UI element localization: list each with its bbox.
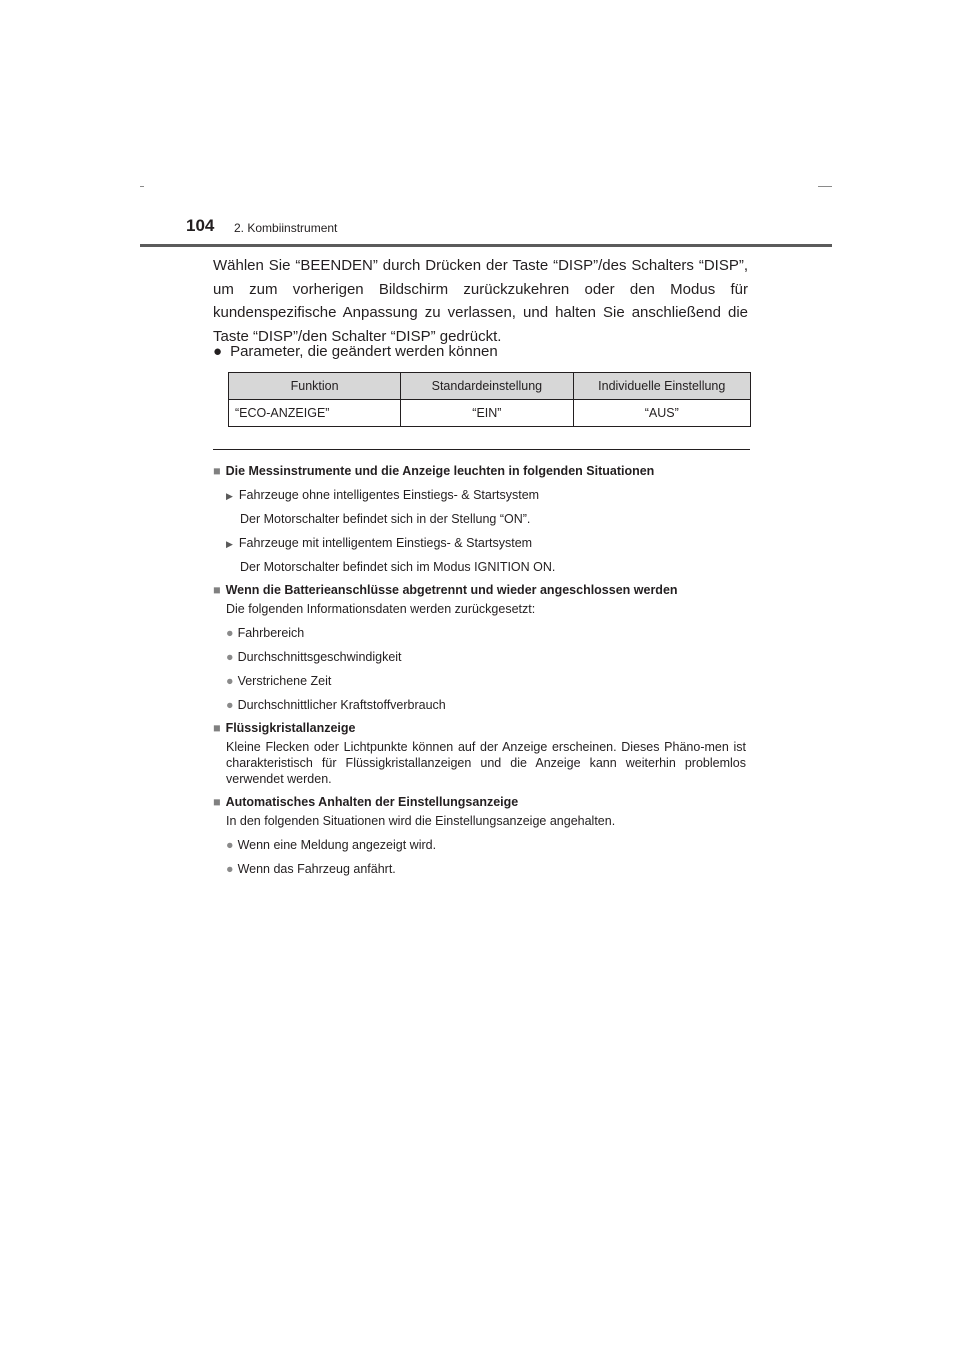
- crop-mark-right: [818, 186, 832, 187]
- list-item-text: Verstrichene Zeit: [237, 674, 332, 688]
- square-bullet-icon: ■: [213, 721, 221, 735]
- list-item-detail: Der Motorschalter befindet sich in der Stellung “ON”.: [240, 512, 531, 526]
- square-bullet-icon: ■: [213, 795, 221, 809]
- note-heading-text: Flüssigkristallanzeige: [225, 721, 356, 735]
- bullet-icon: ●: [213, 343, 223, 360]
- square-bullet-icon: ■: [213, 464, 221, 478]
- list-item: [226, 535, 746, 552]
- page-number: 104: [186, 216, 215, 235]
- list-item: [226, 673, 746, 689]
- list-item-text: Wenn das Fahrzeug anfährt.: [237, 862, 396, 876]
- bullet-icon: ●: [226, 698, 234, 712]
- note-heading-text: Wenn die Batterieanschlüsse abgetrennt und wieder angeschlossen werden: [225, 583, 678, 597]
- table-cell: “EIN”: [401, 400, 573, 427]
- bullet-icon: ●: [226, 862, 234, 876]
- table-header-row: [229, 373, 751, 400]
- settings-table: [228, 372, 751, 427]
- bullet-icon: ●: [226, 674, 234, 688]
- note-heading: [213, 463, 746, 479]
- list-item-text: Wenn eine Meldung angezeigt wird.: [237, 838, 437, 852]
- table-cell: “AUS”: [573, 400, 751, 427]
- intro-paragraph: Wählen Sie “BEENDEN” durch Drücken der Taste “DISP”/des Schalters “DISP”, um zum vorherigen Bildschirm zurückzukehren oder den Modus für kundenspezifische Anpassung zu verlassen, und halten Sie anschließend die Taste “DISP”/den Schalter “DISP” gedrückt.: [213, 257, 748, 345]
- list-item-text: Durchschnittlicher Kraftstoffverbrauch: [237, 698, 446, 712]
- list-item-text: Fahrzeuge mit intelligentem Einstiegs- & Startsystem: [238, 536, 533, 550]
- list-item: [226, 487, 746, 504]
- note-heading-text: Die Messinstrumente und die Anzeige leuchten in folgenden Situationen: [225, 464, 655, 478]
- note-paragraph: Die folgenden Informationsdaten werden zurückgesetzt:: [226, 602, 536, 616]
- bullet-icon: ●: [226, 650, 234, 664]
- notes-divider: [213, 449, 750, 450]
- notes-section: [213, 457, 746, 877]
- parameters-heading: [213, 342, 498, 362]
- list-item-text: Fahrzeuge ohne intelligentes Einstiegs- & Startsystem: [238, 488, 540, 502]
- note-heading: [213, 720, 746, 736]
- crop-mark-left: [140, 186, 144, 187]
- list-item: [226, 837, 746, 853]
- list-item: [226, 625, 746, 641]
- note-heading: [213, 582, 746, 598]
- list-item: [226, 697, 746, 713]
- arrow-right-icon: ▶: [226, 539, 233, 549]
- bullet-icon: ●: [226, 838, 234, 852]
- table-header-cell: Individuelle Einstellung: [573, 373, 751, 400]
- header-rule: [140, 244, 832, 247]
- table-header-cell: Funktion: [229, 373, 401, 400]
- note-paragraph: Kleine Flecken oder Lichtpunkte können auf der Anzeige erscheinen. Dieses Phäno-men ist charakteristisch für Flüssigkristallanzeigen und die Anzeige kann weiterhin problemlos verwendet werden.: [226, 740, 746, 786]
- table-row: [229, 400, 751, 427]
- note-heading: [213, 794, 746, 810]
- table-header-cell: Standardeinstellung: [401, 373, 573, 400]
- note-heading-text: Automatisches Anhalten der Einstellungsanzeige: [225, 795, 519, 809]
- note-paragraph: In den folgenden Situationen wird die Einstellungsanzeige angehalten.: [226, 814, 616, 828]
- parameters-heading-text: Parameter, die geändert werden können: [230, 343, 498, 360]
- list-item-text: Durchschnittsgeschwindigkeit: [237, 650, 402, 664]
- list-item-detail: Der Motorschalter befindet sich im Modus IGNITION ON.: [240, 560, 556, 574]
- arrow-right-icon: ▶: [226, 491, 233, 501]
- table-cell: “ECO-ANZEIGE”: [229, 400, 401, 427]
- list-item: [226, 649, 746, 665]
- bullet-icon: ●: [226, 626, 234, 640]
- square-bullet-icon: ■: [213, 583, 221, 597]
- section-title: 2. Kombiinstrument: [234, 221, 338, 235]
- list-item: [226, 861, 746, 877]
- list-item-text: Fahrbereich: [237, 626, 305, 640]
